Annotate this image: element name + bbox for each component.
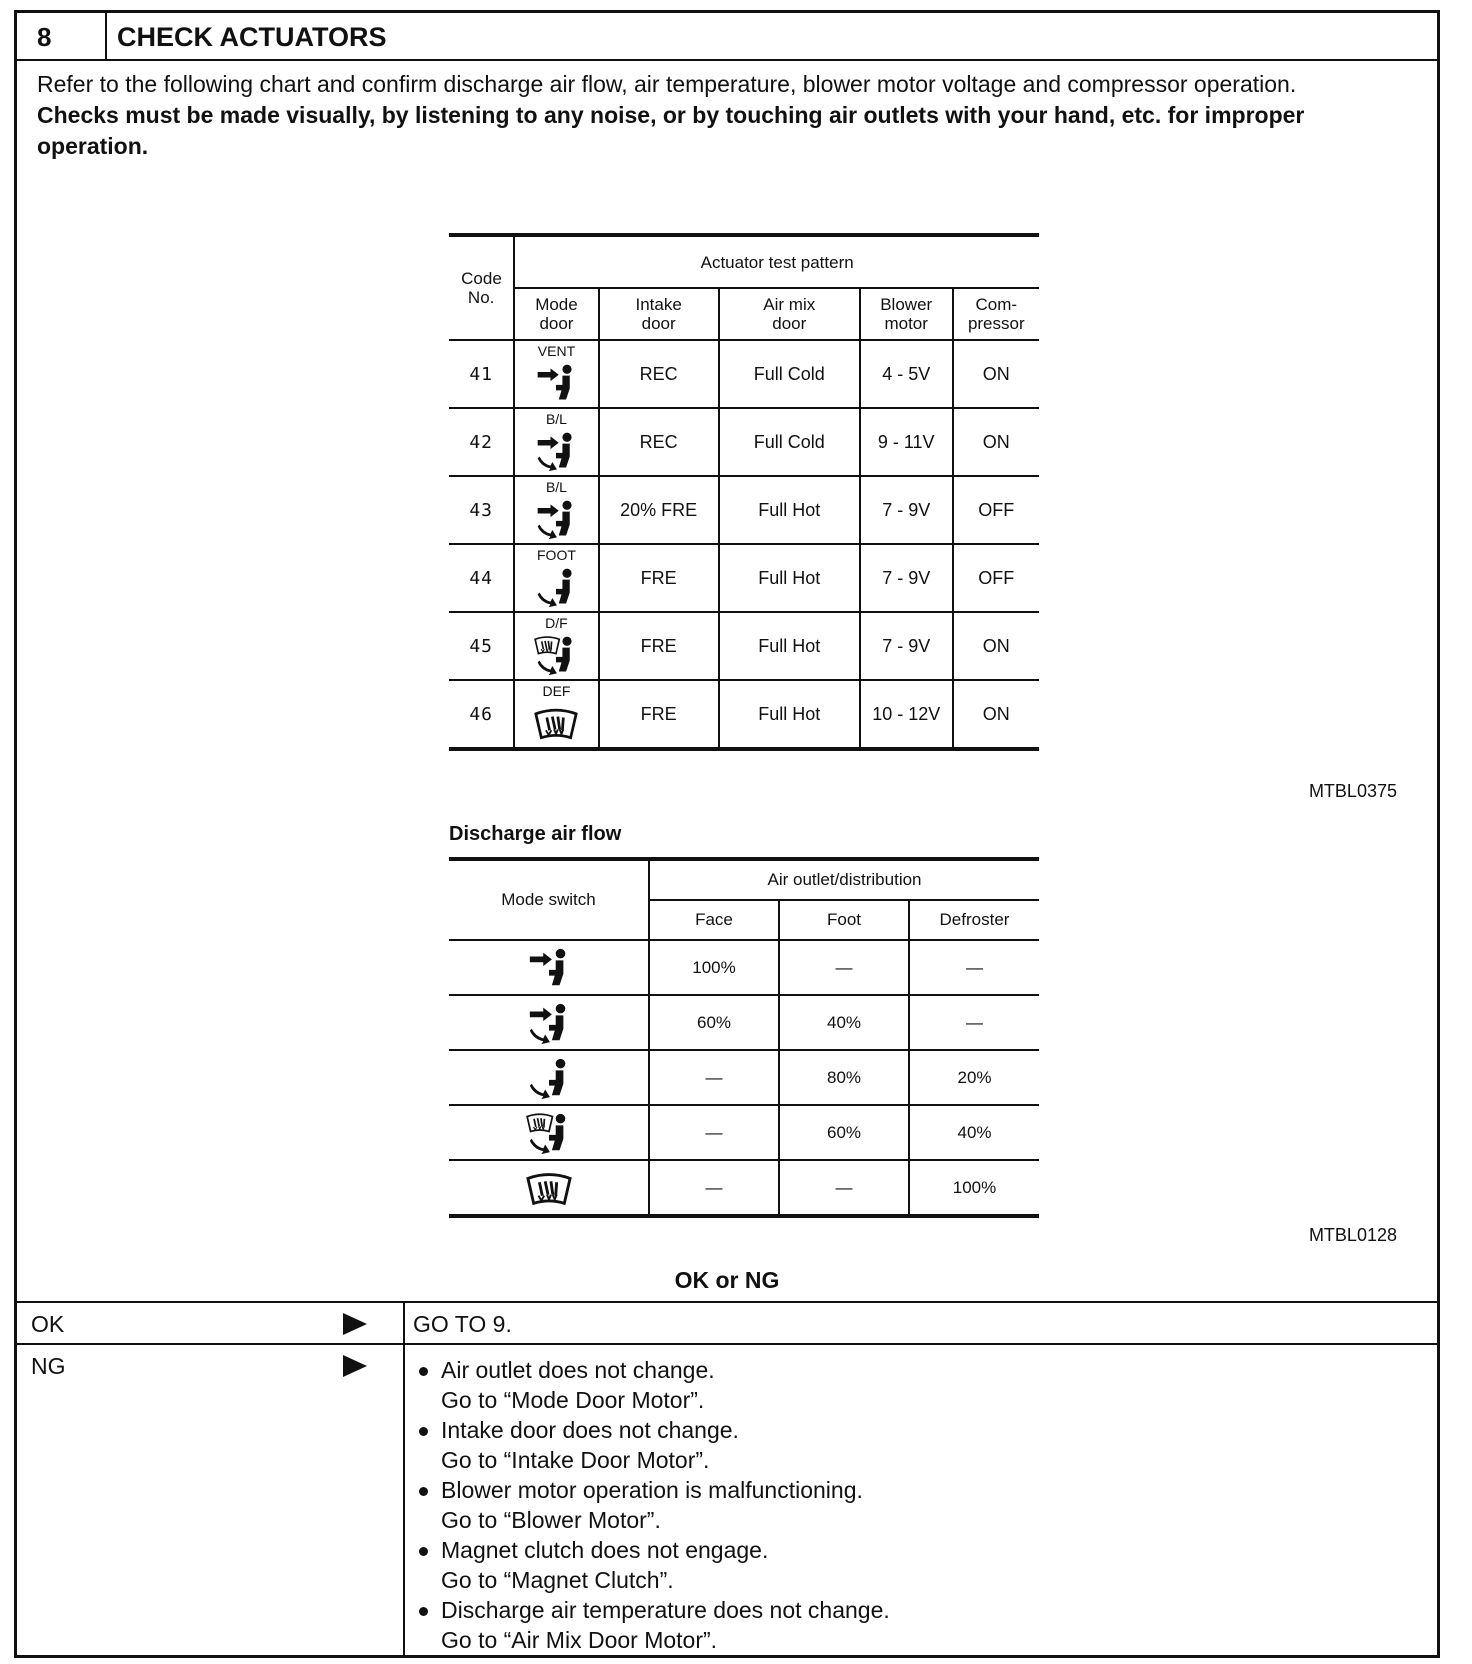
foot-cell: 80%	[779, 1050, 909, 1105]
mode-label: FOOT	[537, 546, 576, 563]
intake-cell: FRE	[599, 544, 719, 612]
vent-mode-icon	[534, 361, 578, 405]
header-mode-switch: Mode switch	[449, 859, 649, 940]
air-mix-cell: Full Cold	[719, 340, 860, 408]
ng-label: NG	[31, 1353, 66, 1379]
header-actuator-test-pattern: Actuator test pattern	[514, 235, 1039, 288]
blower-cell: 4 - 5V	[860, 340, 953, 408]
mode-switch-cell	[449, 1050, 649, 1105]
figure-reference: MTBL0375	[1308, 781, 1397, 801]
ng-result-row	[17, 1343, 1437, 1655]
defrost-mode-icon	[525, 1165, 573, 1211]
table-row	[449, 340, 1039, 408]
mode-switch-cell	[449, 1160, 649, 1216]
blower-cell: 7 - 9V	[860, 476, 953, 544]
ok-ng-heading: OK or NG	[674, 1267, 780, 1293]
figure-reference: MTBL0128	[1308, 1225, 1397, 1245]
table-row	[449, 408, 1039, 476]
intake-cell: 20% FRE	[599, 476, 719, 544]
table-row	[449, 476, 1039, 544]
table-row	[449, 680, 1039, 749]
defrost-foot-mode-icon	[534, 633, 578, 677]
defroster-cell: 40%	[909, 1105, 1039, 1160]
col-defroster: Defroster	[909, 900, 1039, 940]
intro-text: Refer to the following chart and confirm discharge air flow, air temperature, blower motor voltage and compressor operation.	[37, 71, 1297, 97]
code-cell: 45	[449, 612, 514, 680]
code-cell: 43	[449, 476, 514, 544]
list-item: Blower motor operation is malfunctioning. Go to “Blower Motor”.	[413, 1475, 890, 1535]
bullet-icon	[419, 1367, 428, 1376]
face-cell: —	[649, 1050, 779, 1105]
compressor-cell: ON	[953, 340, 1039, 408]
air-mix-cell: Full Hot	[719, 476, 860, 544]
code-cell: 41	[449, 340, 514, 408]
vent-mode-icon	[525, 945, 573, 991]
face-cell: 60%	[649, 995, 779, 1050]
air-mix-cell: Full Cold	[719, 408, 860, 476]
divider	[403, 1303, 405, 1345]
bullet-icon	[419, 1547, 428, 1556]
list-item: Air outlet does not change. Go to “Mode Door Motor”.	[413, 1355, 890, 1415]
bullet-icon	[419, 1607, 428, 1616]
header-code-no: Code No.	[449, 235, 514, 340]
col-foot: Foot	[779, 900, 909, 940]
col-air-mix-door: Air mix door	[719, 288, 860, 340]
col-face: Face	[649, 900, 779, 940]
foot-cell: —	[779, 1160, 909, 1216]
compressor-cell: OFF	[953, 476, 1039, 544]
list-item: Magnet clutch does not engage. Go to “Magnet Clutch”.	[413, 1535, 890, 1595]
col-blower-motor: Blower motor	[860, 288, 953, 340]
discharge-air-flow-table	[449, 857, 1039, 1218]
table-row	[449, 612, 1039, 680]
mode-door-cell	[514, 408, 598, 476]
compressor-cell: ON	[953, 680, 1039, 749]
intake-cell: FRE	[599, 612, 719, 680]
foot-cell: —	[779, 940, 909, 995]
foot-mode-icon	[534, 565, 578, 609]
code-cell: 42	[449, 408, 514, 476]
mode-switch-cell	[449, 1105, 649, 1160]
divider	[403, 1345, 405, 1655]
compressor-cell: ON	[953, 408, 1039, 476]
defroster-cell: —	[909, 940, 1039, 995]
arrow-right-icon	[343, 1313, 367, 1335]
blower-cell: 10 - 12V	[860, 680, 953, 749]
bilevel-mode-icon	[534, 497, 578, 541]
step-title: CHECK ACTUATORS	[107, 13, 1437, 61]
header-air-outlet: Air outlet/distribution	[649, 859, 1039, 900]
intro-bold-text: Checks must be made visually, by listening to any noise, or by touching air outlets with your hand, etc. for improper operation.	[37, 102, 1305, 159]
mode-door-cell	[514, 680, 598, 749]
bilevel-mode-icon	[525, 1000, 573, 1046]
mode-label: B/L	[545, 478, 567, 495]
intro-section	[37, 69, 1417, 162]
step-number: 8	[17, 13, 107, 61]
face-cell: —	[649, 1160, 779, 1216]
list-item: Intake door does not change. Go to “Intake Door Motor”.	[413, 1415, 890, 1475]
bullet-icon	[419, 1487, 428, 1496]
compressor-cell: ON	[953, 612, 1039, 680]
table-row	[449, 1160, 1039, 1216]
mode-door-cell	[514, 340, 598, 408]
col-intake-door: Intake door	[599, 288, 719, 340]
ok-result-row	[17, 1301, 1437, 1345]
bilevel-mode-icon	[534, 429, 578, 473]
defrost-foot-mode-icon	[525, 1110, 573, 1156]
bullet-icon	[419, 1427, 428, 1436]
mode-label: D/F	[545, 614, 568, 631]
blower-cell: 9 - 11V	[860, 408, 953, 476]
air-mix-cell: Full Hot	[719, 680, 860, 749]
table-row	[449, 544, 1039, 612]
mode-door-cell	[514, 544, 598, 612]
flow-table-title: Discharge air flow	[449, 823, 622, 845]
mode-switch-cell	[449, 940, 649, 995]
procedure-frame	[14, 10, 1440, 1658]
col-mode-door: Mode door	[514, 288, 598, 340]
face-cell: —	[649, 1105, 779, 1160]
mode-door-cell	[514, 612, 598, 680]
table-row	[449, 995, 1039, 1050]
compressor-cell: OFF	[953, 544, 1039, 612]
code-cell: 44	[449, 544, 514, 612]
blower-cell: 7 - 9V	[860, 612, 953, 680]
defrost-mode-icon	[534, 701, 578, 745]
table-row	[449, 1105, 1039, 1160]
table-row	[449, 1050, 1039, 1105]
mode-label: DEF	[542, 682, 571, 699]
mode-door-cell	[514, 476, 598, 544]
foot-mode-icon	[525, 1055, 573, 1101]
face-cell: 100%	[649, 940, 779, 995]
actuator-test-table	[449, 233, 1039, 751]
ok-label: OK	[31, 1311, 65, 1337]
defroster-cell: 20%	[909, 1050, 1039, 1105]
ng-action-list	[413, 1355, 890, 1655]
arrow-right-icon	[343, 1355, 367, 1377]
table-row	[449, 940, 1039, 995]
air-mix-cell: Full Hot	[719, 612, 860, 680]
intake-cell: REC	[599, 408, 719, 476]
mode-label: B/L	[545, 410, 567, 427]
code-cell: 46	[449, 680, 514, 749]
ok-action: GO TO 9.	[413, 1311, 512, 1337]
mode-switch-cell	[449, 995, 649, 1050]
blower-cell: 7 - 9V	[860, 544, 953, 612]
defroster-cell: 100%	[909, 1160, 1039, 1216]
intake-cell: REC	[599, 340, 719, 408]
col-compressor: Com-pressor	[953, 288, 1039, 340]
mode-label: VENT	[537, 342, 576, 359]
list-item: Discharge air temperature does not change. Go to “Air Mix Door Motor”.	[413, 1595, 890, 1655]
foot-cell: 40%	[779, 995, 909, 1050]
foot-cell: 60%	[779, 1105, 909, 1160]
defroster-cell: —	[909, 995, 1039, 1050]
air-mix-cell: Full Hot	[719, 544, 860, 612]
intake-cell: FRE	[599, 680, 719, 749]
